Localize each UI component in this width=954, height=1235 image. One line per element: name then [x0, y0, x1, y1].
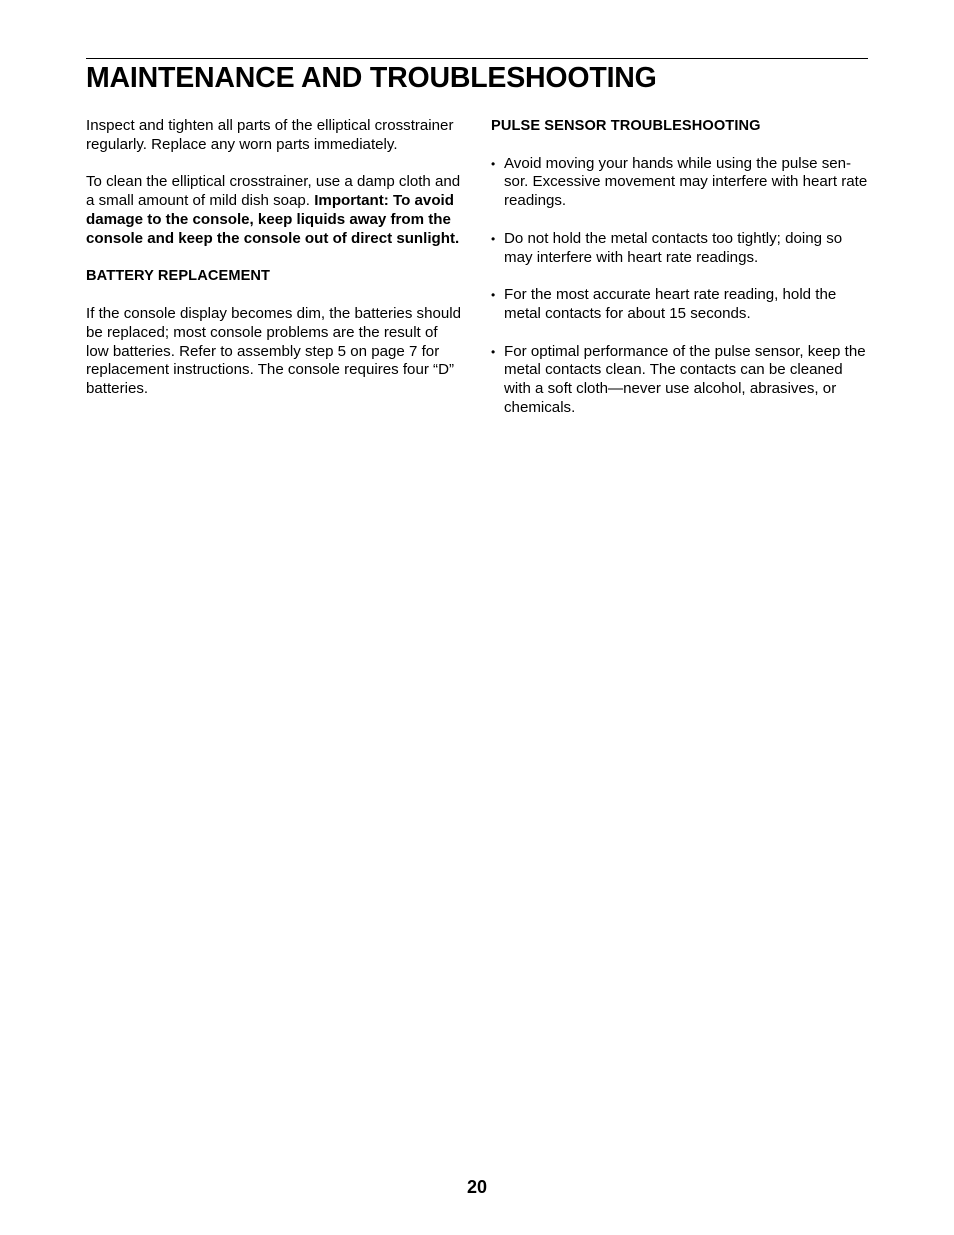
- bullet-icon: •: [491, 156, 496, 171]
- bullet-icon: •: [491, 344, 496, 359]
- battery-paragraph: If the console display becomes dim, the batteries should be replaced; most console problems are the result of low batteries. Refer to assembly step 5 on page 7 for replacement instructions. The console requires four “D” batteries.: [86, 304, 462, 398]
- cleaning-text: To clean the elliptical crosstrainer, use a damp cloth and a small amount of mild dish soap.: [86, 173, 461, 210]
- tip-text: For optimal performance of the pulse sensor, keep the metal contacts clean. The contacts can be cleaned with a soft cloth—never use alcohol, abrasives, or chemicals.: [504, 342, 866, 416]
- tip-item: [491, 230, 871, 268]
- page-number: 20: [466, 1177, 488, 1197]
- battery-heading: BATTERY REPLACEMENT: [86, 268, 271, 285]
- bullet-icon: •: [491, 231, 496, 246]
- pulse-sensor-heading: PULSE SENSOR TROUBLESHOOTING: [491, 118, 761, 134]
- right-column: [491, 117, 871, 437]
- tip-item: [491, 343, 871, 418]
- left-column: [86, 117, 464, 418]
- page-title: MAINTENANCE AND TROUBLESHOOTING: [86, 62, 657, 94]
- tip-text: Do not hold the metal contacts too tightly; doing so may interfere with heart rate readings.: [504, 229, 843, 266]
- important-warning: Important: To avoid damage to the console, keep liquids away from the console and keep the console out of direct sunlight.: [86, 192, 460, 247]
- bullet-icon: •: [491, 288, 496, 303]
- tip-text: Avoid moving your hands while using the pulse sen-sor. Excessive movement may interfere with heart rate readings.: [504, 154, 868, 210]
- cleaning-paragraph: [86, 173, 464, 248]
- header-rule: [86, 58, 868, 59]
- tip-item: [491, 286, 871, 324]
- tip-text: For the most accurate heart rate reading, hold the metal contacts for about 15 seconds.: [504, 286, 837, 322]
- tip-item: [491, 155, 871, 211]
- pulse-sensor-tips: [491, 155, 871, 418]
- inspect-paragraph: Inspect and tighten all parts of the elliptical crosstrainer regularly. Replace any worn parts immediately.: [86, 117, 454, 153]
